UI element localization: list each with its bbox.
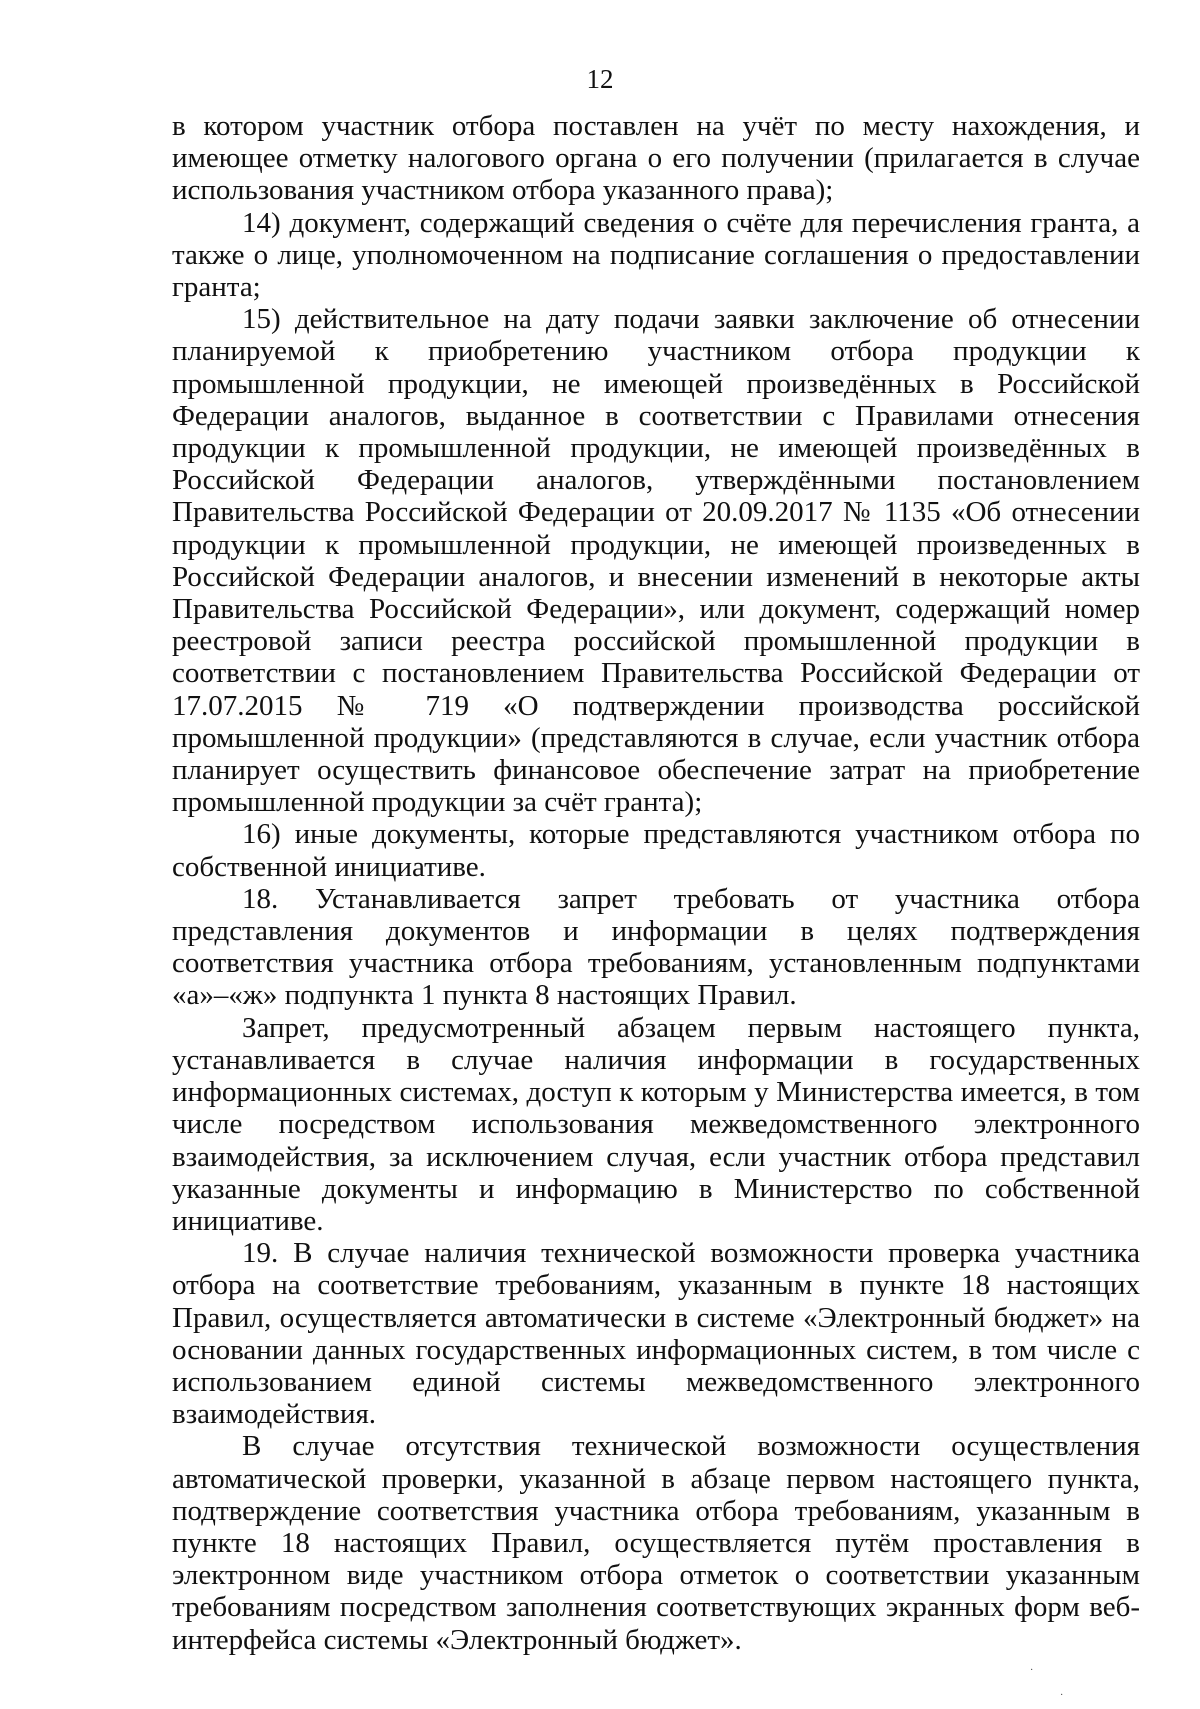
paragraph-clause-19: 19. В случае наличия технической возможности проверка участника отбора на соответствие требованиям, указанным в пункте 18 настоящих Правил, осуществляется автоматически в системе «Электронный бюджет» на основании данных государственных информационных систем, в том числе с использованием единой системы межведомственного электронного взаимодействия. [172, 1237, 1140, 1431]
paragraph-continuation: в котором участник отбора поставлен на учёт по месту нахождения, и имеющее отметку налогового органа о его получении (прилагается в случае использования участником отбора указанного права); [172, 110, 1140, 207]
scan-speck: · [1060, 1690, 1064, 1701]
paragraph-clause-18: 18. Устанавливается запрет требовать от участника отбора представления документов и информации в целях подтверждения соответствия участника отбора требованиям, установленным подпунктами «а»–«ж» подпункта 1 пункта 8 настоящих Правил. [172, 882, 1140, 1012]
paragraph-item-14: 14) документ, содержащий сведения о счёте для перечисления гранта, а также о лице, уполномоченном на подписание соглашения о предоставлении гранта; [172, 206, 1140, 304]
paragraph-clause-18-second: Запрет, предусмотренный абзацем первым настоящего пункта, устанавливается в случае наличия информации в государственных информационных системах, доступ к которым у Министерства имеется, в том числе посредством использования межведомственного электронного взаимодействия, за исключением случая, если участник отбора представил указанные документы и информацию в Министерство по собственной инициативе. [172, 1011, 1140, 1237]
paragraph-item-16: 16) иные документы, которые представляются участником отбора по собственной инициативе. [172, 818, 1140, 883]
scan-speck: · [1030, 1665, 1034, 1676]
page-number: 12 [586, 64, 614, 94]
document-body [172, 110, 1140, 1656]
paragraph-item-15: 15) действительное на дату подачи заявки заключение об отнесении планируемой к приобретению участником отбора продукции к промышленной продукции, не имеющей произведённых в Российской Федерации аналогов, выданное в соответствии с Правилами отнесения продукции к промышленной продукции, не имеющей произведённых в Российской Федерации аналогов, утверждёнными постановлением Правительства Российской Федерации от 20.09.2017 № 1135 «Об отнесении продукции к промышленной продукции, не имеющей произведенных в Российской Федерации аналогов, и внесении изменений в некоторые акты Правительства Российской Федерации», или документ, содержащий номер реестровой записи реестра российской промышленной продукции в соответствии с постановлением Правительства Российской Федерации от 17.07.2015 № 719 «О подтверждении производства российской промышленной продукции» (представляются в случае, если участник отбора планирует осуществить финансовое обеспечение затрат на приобретение промышленной продукции за счёт гранта); [172, 303, 1140, 819]
paragraph-clause-19-second: В случае отсутствия технической возможности осуществления автоматической проверки, указанной в абзаце первом настоящего пункта, подтверждение соответствия участника отбора требованиям, указанным в пункте 18 настоящих Правил, осуществляется путём проставления в электронном виде участником отбора отметок о соответствии указанным требованиям посредством заполнения соответствующих экранных форм веб-интерфейса системы «Электронный бюджет». [172, 1430, 1140, 1656]
